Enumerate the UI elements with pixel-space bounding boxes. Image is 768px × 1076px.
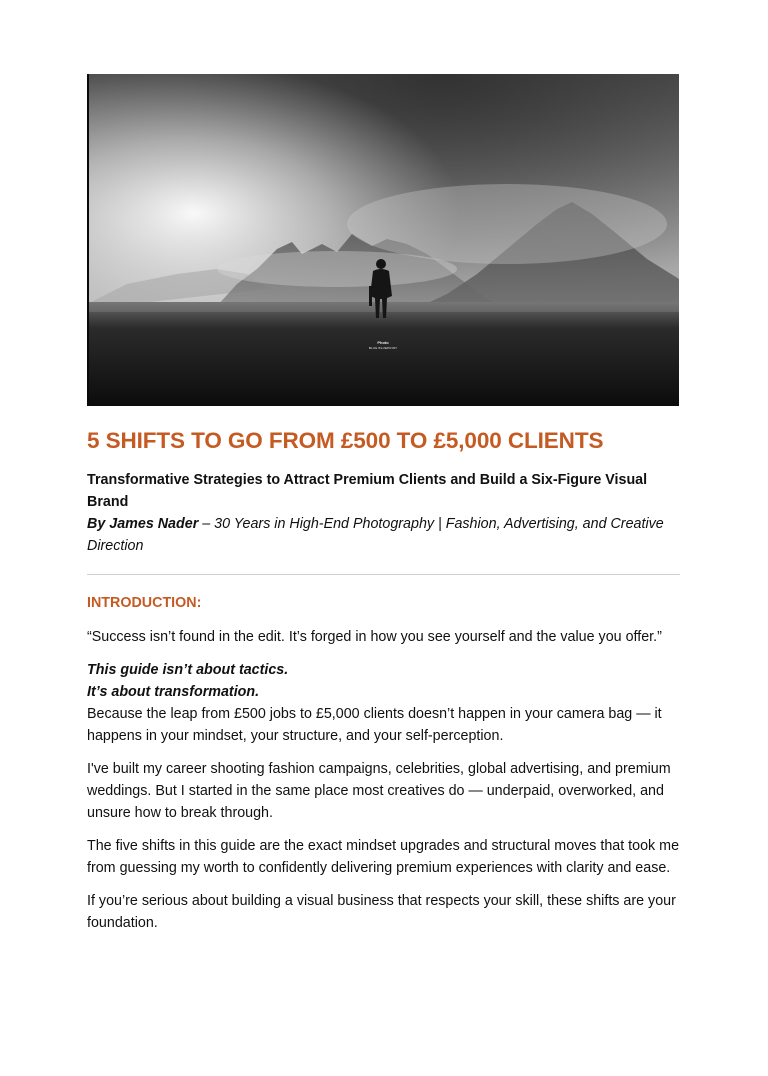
document-subtitle: Transformative Strategies to Attract Premium Clients and Build a Six-Figure Visual Brand <box>87 472 648 510</box>
emphasis-line-2: It’s about transformation. <box>87 684 260 700</box>
image-edge <box>87 74 89 406</box>
byline <box>87 513 680 557</box>
author-name: By James Nader <box>87 516 199 532</box>
hero-image <box>87 74 679 406</box>
intro-heading: INTRODUCTION: <box>87 595 202 611</box>
document-title: 5 SHIFTS TO GO FROM £500 TO £5,000 CLIENTS <box>87 428 604 453</box>
hero-photo-graphic <box>87 74 679 406</box>
watermark-line-1: Photo <box>377 340 389 345</box>
watermark-line-2: BLUE BLUEPRINT <box>368 346 398 350</box>
document-page <box>87 74 680 934</box>
intro-paragraph-2: I've built my career shooting fashion campaigns, celebrities, global advertising, and premium weddings. But I started in the same place most creatives do — underpaid, overworked, and unsure how to break through. <box>87 761 671 821</box>
section-divider <box>87 574 680 575</box>
intro-paragraph-4: If you’re serious about building a visual business that respects your skill, these shifts are your foundation. <box>87 893 676 931</box>
intro-quote: “Success isn’t found in the edit. It’s forged in how you see yourself and the value you offer.” <box>87 629 662 645</box>
intro-paragraph-3: The five shifts in this guide are the exact mindset upgrades and structural moves that took me from guessing my worth to confidently delivering premium experiences with clarity and ease. <box>87 838 680 876</box>
intro-emphasis <box>87 659 680 703</box>
author-credentials: – 30 Years in High-End Photography | Fashion, Advertising, and Creative Direction <box>87 516 664 554</box>
intro-paragraph-1: Because the leap from £500 jobs to £5,000 clients doesn’t happen in your camera bag — it happens in your mindset, your structure, and your self-perception. <box>87 706 662 744</box>
photo-watermark <box>363 341 403 350</box>
emphasis-line-1: This guide isn’t about tactics. <box>87 662 289 678</box>
